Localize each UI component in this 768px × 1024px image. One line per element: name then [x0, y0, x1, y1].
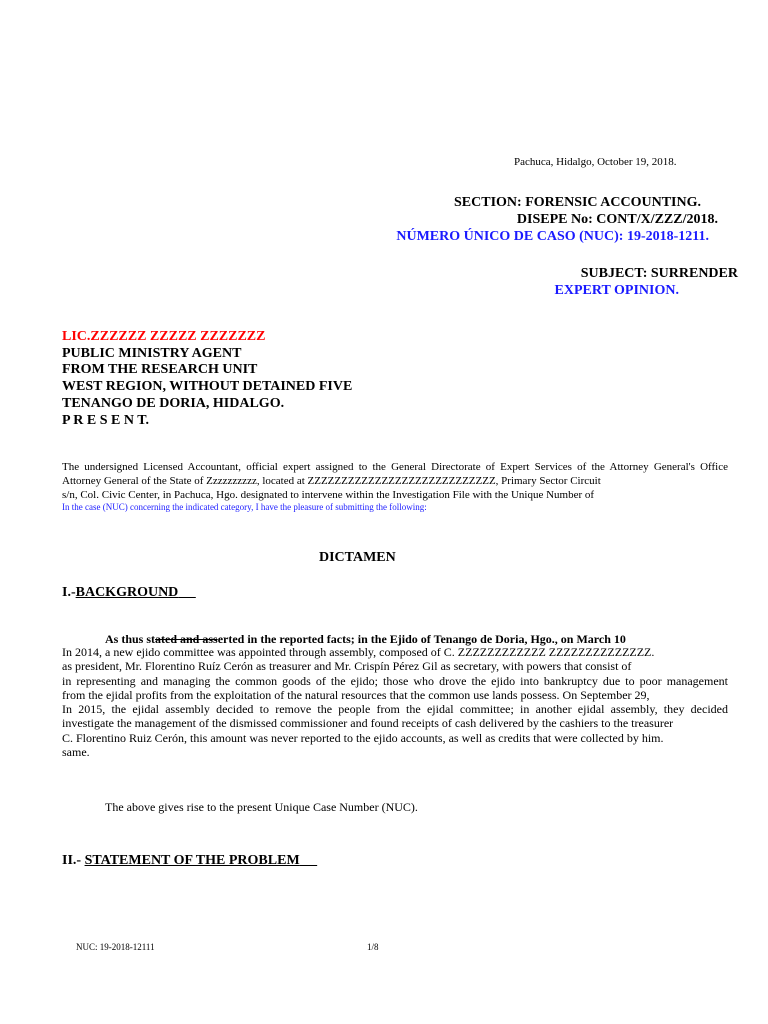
struck-text: ated and ass [155, 632, 218, 646]
addressee-line: PUBLIC MINISTRY AGENT [62, 346, 242, 361]
footer-nuc: NUC: 19-2018-12111 [76, 942, 155, 952]
footer-page-number: 1/8 [367, 942, 379, 952]
document-date: Pachuca, Hidalgo, October 19, 2018. [514, 156, 677, 168]
section-2-label: STATEMENT OF THE PROBLEM [84, 853, 300, 868]
addressee-name: LIC.ZZZZZZ ZZZZZ ZZZZZZZ [62, 329, 266, 344]
section-1-prefix: I.- [62, 585, 76, 600]
background-line: as president, Mr. Florentino Ruíz Cerón as treasurer and Mr. Crispín Pérez Gil as secretary, with powers that consist of [62, 659, 632, 674]
background-line: In 2014, a new ejido committee was appointed through assembly, composed of C. ZZZZZZZZZZZZ ZZZZZZZZZZZZZZ. [62, 645, 655, 659]
document-title: DICTAMEN [319, 550, 396, 565]
intro-note: In the case (NUC) concerning the indicated category, I have the pleasure of submitting the following: [62, 502, 427, 512]
section-1-heading [62, 585, 196, 601]
background-line: C. Florentino Ruiz Cerón, this amount was never reported to the ejido accounts, as well as credits that were collected by him. [62, 730, 664, 745]
section-heading: SECTION: FORENSIC ACCOUNTING. [454, 195, 701, 210]
addressee-line: FROM THE RESEARCH UNIT [62, 362, 258, 377]
addressee-present: P R E S E N T. [62, 413, 150, 428]
disepe-number: DISEPE No: CONT/X/ZZZ/2018. [516, 212, 718, 227]
intro-line: s/n, Col. Civic Center, in Pachuca, Hgo. designated to intervene within the Investigation File with the Unique Number of [62, 489, 595, 501]
background-line: In 2015, the ejidal assembly decided to remove the people from the ejidal committee; in another ejidal assembly, they decided [62, 702, 728, 717]
background-line: from the ejidal profits from the exploitation of the natural resources that the common use lands possess. On September 29, [62, 687, 650, 702]
intro-line: The undersigned Licensed Accountant, official expert assigned to the General Directorate of Expert Services of the Attorney General's Office [62, 461, 728, 473]
background-line: same. [62, 745, 90, 760]
section-2-prefix: II.- [62, 853, 82, 868]
section-2-heading [62, 853, 317, 869]
addressee-line: TENANGO DE DORIA, HIDALGO. [62, 396, 285, 411]
intro-paragraph [62, 460, 728, 502]
addressee-line: WEST REGION, WITHOUT DETAINED FIVE [62, 379, 353, 394]
background-lead: As thus stated and asserted in the reported facts; in the Ejido of Tenango de Doria, Hgo., on March 10 [105, 632, 626, 646]
background-line: investigate the management of the dismissed commissioner and found receipts of cash delivered by the cashiers to the treasurer [62, 716, 674, 731]
intro-line: Attorney General of the State of Zzzzzzzzzz, located at ZZZZZZZZZZZZZZZZZZZZZZZZZZZZ, Primary Sector Circuit [62, 475, 601, 487]
background-line: in representing and managing the common goods of the ejido; those who drove the ejido into bankruptcy due to poor management [62, 673, 728, 688]
section-1-label: BACKGROUND [75, 585, 179, 600]
background-paragraph [62, 645, 728, 759]
background-closing: The above gives rise to the present Unique Case Number (NUC). [105, 800, 418, 814]
nuc-number: NÚMERO ÚNICO DE CASO (NUC): 19-2018-1211. [396, 229, 709, 244]
subject-line-2: EXPERT OPINION. [554, 283, 679, 298]
subject-line: SUBJECT: SURRENDER [580, 266, 738, 281]
